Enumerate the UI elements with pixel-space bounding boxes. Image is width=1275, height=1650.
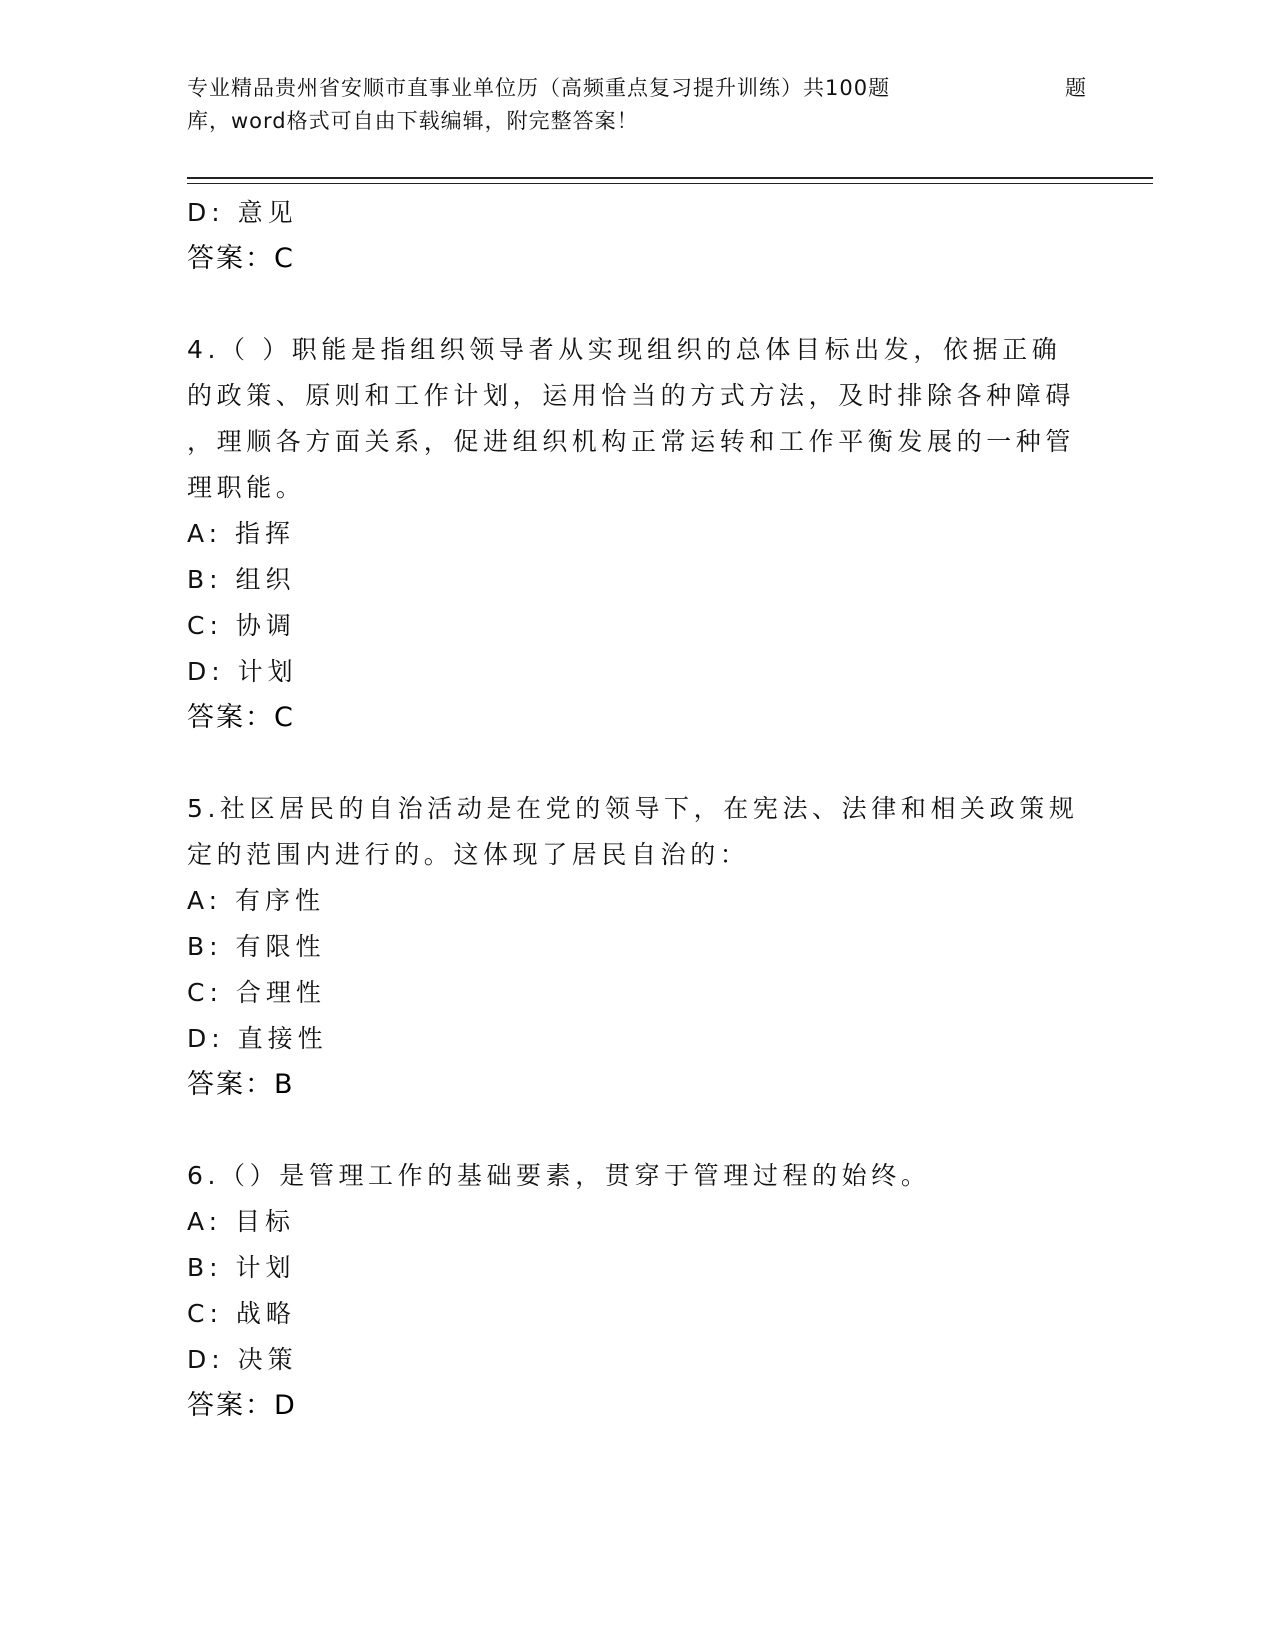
answer-line: 答案：C: [187, 702, 295, 733]
question-stem-line: 定的范围内进行的。这体现了居民自治的：: [187, 840, 750, 869]
header-title-row: [187, 72, 1087, 105]
answer-line: 答案：B: [187, 1069, 295, 1100]
document-body: [187, 190, 1079, 1429]
option-b: B: 组织: [187, 565, 296, 594]
question-stem-line: 5.社区居民的自治活动是在党的领导下，在宪法、法律和相关政策规: [187, 794, 1079, 823]
spacer: [187, 1108, 1067, 1153]
header-rule-thick: [187, 177, 1153, 179]
option-a: A: 指挥: [187, 519, 296, 548]
option-d: D: 决策: [187, 1345, 298, 1374]
question-stem-line: 的政策、原则和工作计划，运用恰当的方式方法，及时排除各种障碍: [187, 381, 1076, 410]
spacer: [187, 741, 1067, 786]
spacer: [187, 282, 1067, 327]
option-a: A: 目标: [187, 1207, 296, 1236]
document-header: [187, 72, 1087, 138]
question-4: [187, 327, 1076, 741]
question-stem-line: 4.（ ）职能是指组织领导者从实现组织的总体目标出发，依据正确: [187, 335, 1062, 364]
option-d: D: 意见: [187, 198, 298, 227]
option-c: C: 协调: [187, 611, 296, 640]
header-rule-thin: [187, 183, 1153, 184]
option-c: C: 合理性: [187, 978, 326, 1007]
option-c: C: 战略: [187, 1299, 296, 1328]
option-d: D: 计划: [187, 657, 298, 686]
header-title-line1: 专业精品贵州省安顺市直事业单位历（高频重点复习提升训练）共100题: [187, 76, 891, 100]
question-6: [187, 1153, 1067, 1429]
question-stem-line: 6.（）是管理工作的基础要素，贯穿于管理过程的始终。: [187, 1161, 931, 1190]
option-d: D: 直接性: [187, 1024, 328, 1053]
option-b: B: 有限性: [187, 932, 326, 961]
header-title-tail: 题: [1065, 76, 1087, 100]
question-stem-line: ，理顺各方面关系，促进组织机构正常运转和工作平衡发展的一种管: [187, 427, 1076, 456]
option-a: A: 有序性: [187, 886, 326, 915]
option-b: B: 计划: [187, 1253, 296, 1282]
header-title-line2: 库，word格式可自由下载编辑，附完整答案！: [187, 109, 639, 133]
question-5: [187, 786, 1079, 1108]
answer-line: 答案：C: [187, 243, 295, 274]
answer-line: 答案：D: [187, 1390, 297, 1421]
question-stem-line: 理职能。: [187, 473, 306, 502]
